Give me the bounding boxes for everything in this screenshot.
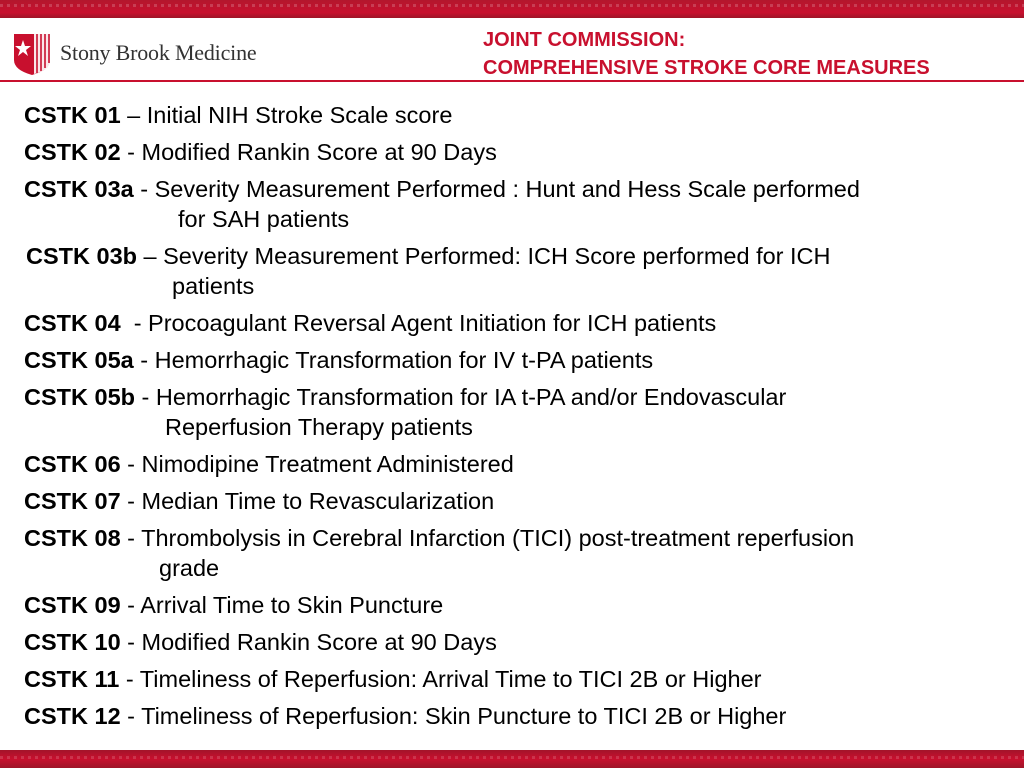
measure-description: - Procoagulant Reversal Agent Initiation for ICH patients [120, 310, 717, 336]
measure-code: CSTK 05b [24, 384, 135, 410]
list-item [24, 664, 984, 694]
measure-description: - Hemorrhagic Transformation for IV t-PA patients [133, 347, 654, 373]
measure-code: CSTK 08 [24, 525, 121, 551]
list-item [24, 100, 984, 130]
page-title-line-2: COMPREHENSIVE STROKE CORE MEASURES [483, 57, 930, 79]
measure-code: CSTK 03a [24, 176, 134, 202]
measure-list [24, 100, 984, 738]
measure-description: – Initial NIH Stroke Scale score [120, 102, 453, 128]
list-item [24, 174, 984, 234]
measure-code: CSTK 02 [24, 139, 121, 165]
logo [12, 30, 256, 76]
list-item [24, 701, 984, 731]
measure-description-continued: patients [172, 273, 255, 299]
measure-code: CSTK 05a [24, 347, 134, 373]
measure-code: CSTK 06 [24, 451, 121, 477]
measure-code: CSTK 07 [24, 488, 121, 514]
header-divider [0, 80, 1024, 82]
list-item [24, 382, 984, 442]
list-item [24, 523, 984, 583]
measure-description: - Severity Measurement Performed : Hunt and Hess Scale performed [133, 176, 860, 202]
brand-name: Stony Brook Medicine [60, 40, 257, 65]
list-item [24, 590, 984, 620]
list-item [24, 449, 984, 479]
measure-code: CSTK 01 [24, 102, 121, 128]
list-item [26, 241, 984, 301]
list-item [24, 627, 984, 657]
measure-description: – Severity Measurement Performed: ICH Score performed for ICH [137, 243, 831, 269]
measure-description: - Nimodipine Treatment Administered [120, 451, 514, 477]
measure-description-continued: grade [159, 555, 220, 581]
measure-description-continued: for SAH patients [178, 206, 350, 232]
measure-description: - Median Time to Revascularization [120, 488, 495, 514]
measure-description: - Thrombolysis in Cerebral Infarction (TICI) post-treatment reperfusion [120, 525, 855, 551]
list-item [24, 345, 984, 375]
measure-code: CSTK 12 [24, 703, 121, 729]
measure-code: CSTK 03b [26, 243, 137, 269]
top-decorative-band [0, 0, 1024, 18]
list-item [24, 308, 984, 338]
measure-code: CSTK 11 [24, 666, 120, 692]
list-item [24, 486, 984, 516]
measure-description: - Arrival Time to Skin Puncture [120, 592, 444, 618]
list-item [24, 137, 984, 167]
stony-brook-shield-star-icon [12, 30, 52, 76]
measure-description: - Timeliness of Reperfusion: Skin Puncture to TICI 2B or Higher [120, 703, 787, 729]
measure-description: - Timeliness of Reperfusion: Arrival Time to TICI 2B or Higher [119, 666, 762, 692]
measure-code: CSTK 10 [24, 629, 121, 655]
measure-description: - Hemorrhagic Transformation for IA t-PA and/or Endovascular [135, 384, 787, 410]
measure-description: - Modified Rankin Score at 90 Days [120, 629, 497, 655]
page-title [483, 26, 930, 82]
measure-code: CSTK 09 [24, 592, 121, 618]
page-title-line-1: JOINT COMMISSION: [483, 29, 686, 51]
measure-code: CSTK 04 [24, 310, 121, 336]
measure-description: - Modified Rankin Score at 90 Days [120, 139, 497, 165]
bottom-decorative-band [0, 750, 1024, 768]
measure-description-continued: Reperfusion Therapy patients [165, 414, 473, 440]
